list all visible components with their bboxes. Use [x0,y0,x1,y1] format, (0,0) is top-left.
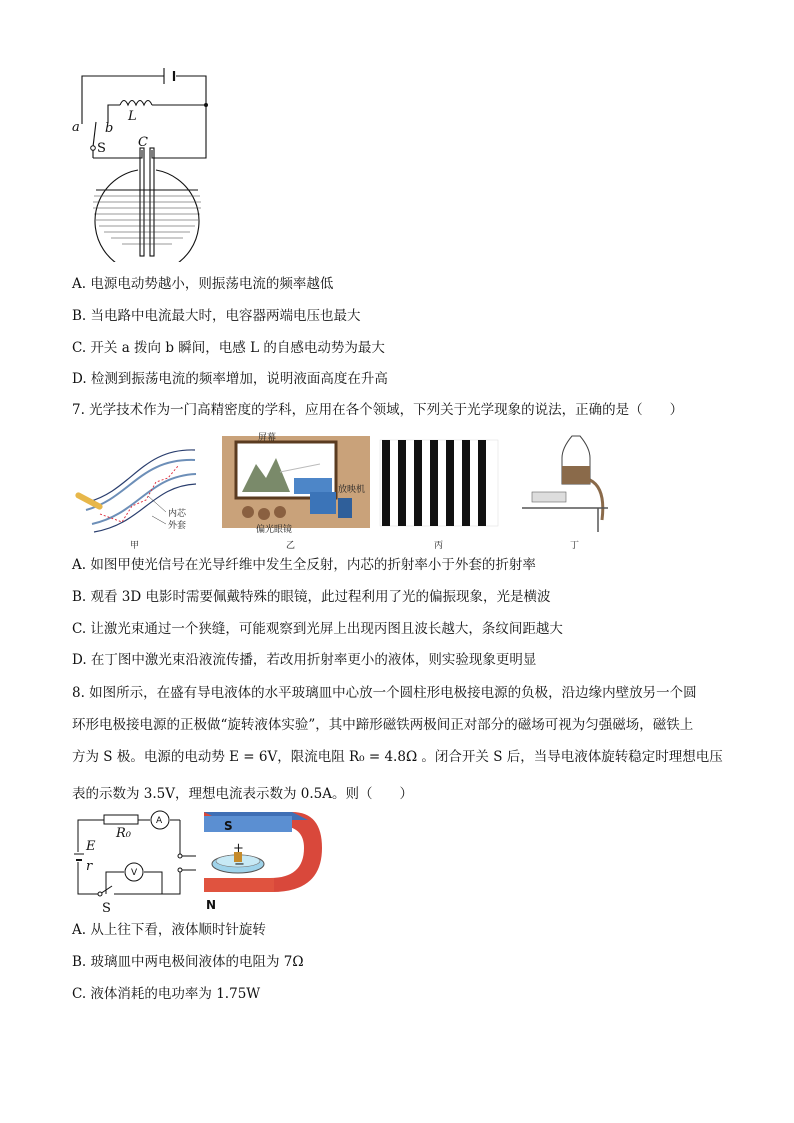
q6-option-a: A. 电源电动势越小，则振荡电流的频率越低 [72,276,334,292]
q8-option-c: C. 液体消耗的电功率为 1.75W [72,986,261,1002]
q7-label-fangyingji: 放映机 [338,485,366,495]
q8-label-n-pole: N [206,898,217,912]
q6-label-S: S [97,141,106,156]
q6-label-L: L [128,109,137,124]
q8-stem-line-2: 环形电极接电源的正极做“旋转液体实验”，其中蹄形磁铁两极间正对部分的磁场可视为匀强磁场，磁铁上 [72,717,694,733]
q7-option-a: A. 如图甲使光信号在光导纤维中发生全反射，内芯的折射率小于外套的折射率 [72,557,536,573]
q6-label-a: a [72,120,80,135]
q7-fig-bing [380,440,498,551]
q7-option-b: B. 观看 3D 电影时需要佩戴特殊的眼镜，此过程利用了光的偏振现象，光是横波 [72,589,551,605]
q8-label-r: r [86,859,93,874]
q7-caption-jia: 甲 [130,541,140,551]
q8-label-minus: − [234,857,245,872]
q7-caption-ding: 丁 [570,541,580,551]
q6-option-d: D. 检测到振荡电流的频率增加，说明液面高度在升高 [72,371,388,387]
q7-option-d: D. 在丁图中激光束沿液流传播，若改用折射率更小的液体，则实验现象更明显 [72,652,537,668]
q8-stem-line-4: 表的示数为 3.5V，理想电流表示数为 0.5A。则（ ） [72,786,414,802]
q7-caption-bing: 丙 [434,541,444,551]
q8-option-b: B. 玻璃皿中两电极间液体的电阻为 7Ω [72,954,304,970]
q8-stem-line-1: 8. 如图所示，在盛有导电液体的水平玻璃皿中心放一个圆柱形电极接电源的负极，沿边缘内壁放另一个圆 [72,685,697,701]
q7-label-pianguang: 偏光眼镜 [256,525,293,535]
q7-fig-yi [222,431,370,551]
q7-fig-jia [74,450,196,551]
q6-lc-circuit-figure [60,62,230,262]
q8-label-switch: S [102,901,111,916]
q8-label-r0: R₀ [116,826,131,841]
q7-option-c: C. 让激光束通过一个狭缝，可能观察到光屏上出现丙图且波长越大，条纹间距越大 [72,621,563,637]
q6-option-c: C. 开关 a 拨向 b 瞬间，电感 L 的自感电动势为最大 [72,340,385,356]
q7-optics-figures [70,428,630,552]
q8-label-e: E [86,839,96,854]
q8-label-voltmeter: V [131,868,138,878]
q7-caption-yi: 乙 [286,541,296,551]
q8-label-ammeter: A [156,816,163,826]
q7-label-waitao: 外套 [168,521,187,531]
q6-label-C: C [138,135,148,150]
q8-option-a: A. 从上往下看，液体顺时针旋转 [72,922,266,938]
q8-label-s-pole: S [224,819,233,833]
q7-stem: 7. 光学技术作为一门高精密度的学科，应用在各个领域，下列关于光学现象的说法，正确的是（ ） [72,402,684,418]
q6-option-b: B. 当电路中电流最大时，电容器两端电压也最大 [72,308,361,324]
q8-label-plus: + [233,841,244,856]
q8-rotating-liquid-figure [66,808,330,918]
q8-stem-line-3: 方为 S 极。电源的电动势 E = 6V，限流电阻 R₀ = 4.8Ω 。闭合开关 S 后，当导电液体旋转稳定时理想电压 [72,749,723,765]
q7-label-pingmu: 屏幕 [258,433,277,443]
q7-fig-ding [522,436,608,551]
q6-label-b: b [105,121,114,136]
q7-label-neixin: 内芯 [168,509,187,519]
